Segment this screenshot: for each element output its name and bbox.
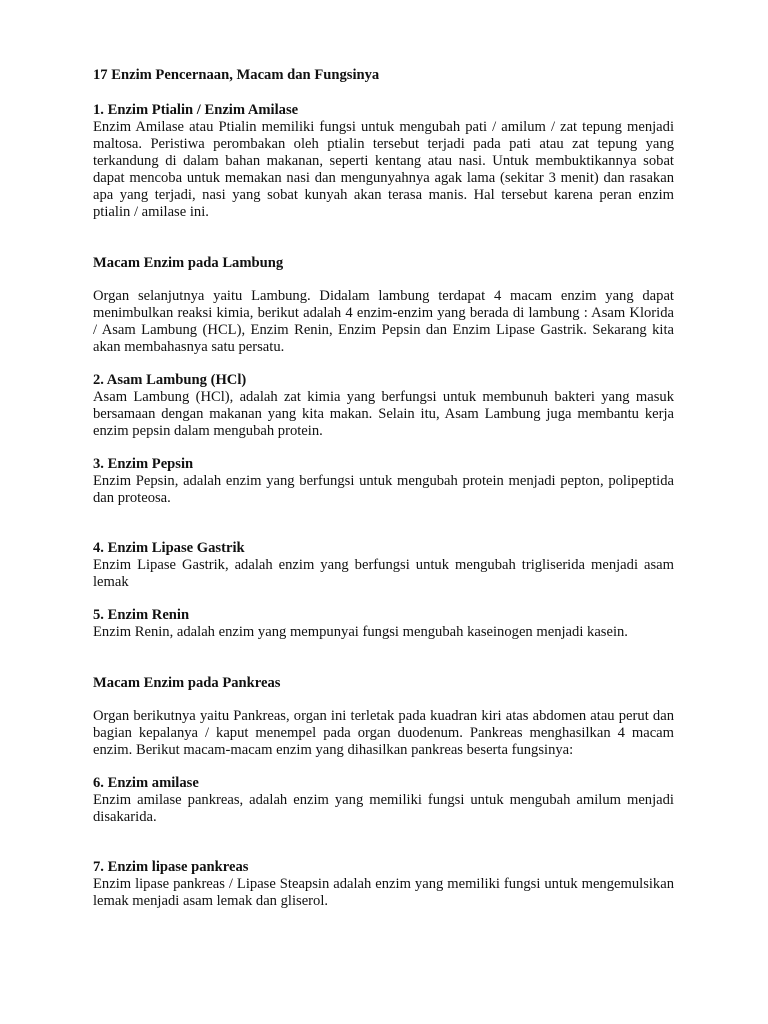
section-heading-pankreas: Macam Enzim pada Pankreas (93, 675, 281, 691)
section-body-lipase-gastrik: Enzim Lipase Gastrik, adalah enzim yang berfungsi untuk mengubah trigliserida menjadi asam lemak (93, 557, 674, 590)
section-heading-lambung: Macam Enzim pada Lambung (93, 255, 284, 271)
section-body-ptialin: Enzim Amilase atau Ptialin memiliki fungsi untuk mengubah pati / amilum / zat tepung menjadi maltosa. Peristiwa perombakan oleh ptialin tersebut terjadi pada pati atau zat tepung yang terkandung di dalam bahan makanan, seperti kentang atau nasi. Untuk membuktikannya sobat dapat mencoba untuk memakan nasi dan mengunyahnya agak lama (sekitar 3 menit) dan rasakan apa yang terjadi, nasi yang sobat kunyah akan terasa manis. Hal tersebut karena peran enzim ptialin / amilase ini. (93, 119, 674, 220)
section-body-hcl: Asam Lambung (HCl), adalah zat kimia yang berfungsi untuk membunuh bakteri yang masuk bersamaan dengan makanan yang kita makan. Selain itu, Asam Lambung juga membantu kerja enzim pepsin dalam mengubah protein. (93, 389, 674, 439)
section-heading-lipase-pankreas: 7. Enzim lipase pankreas (93, 859, 249, 875)
section-body-amilase-pankreas: Enzim amilase pankreas, adalah enzim yang memiliki fungsi untuk mengubah amilum menjadi disakarida. (93, 792, 674, 825)
section-heading-ptialin: 1. Enzim Ptialin / Enzim Amilase (93, 102, 299, 118)
section-body-lipase-pankreas: Enzim lipase pankreas / Lipase Steapsin adalah enzim yang memiliki fungsi untuk mengemulsikan lemak menjadi asam lemak dan gliserol. (93, 876, 674, 909)
section-body-pankreas: Organ berikutnya yaitu Pankreas, organ ini terletak pada kuadran kiri atas abdomen atau perut dan bagian kepalanya / kaput menempel pada organ duodenum. Pankreas menghasilkan 4 macam enzim. Berikut macam-macam enzim yang dihasilkan pankreas beserta fungsinya: (93, 708, 674, 758)
section-body-lambung: Organ selanjutnya yaitu Lambung. Didalam lambung terdapat 4 macam enzim yang dapat menimbulkan reaksi kimia, berikut adalah 4 enzim-enzim yang berada di lambung : Asam Klorida / Asam Lambung (HCL), Enzim Renin, Enzim Pepsin dan Enzim Lipase Gastrik. Sekarang kita akan membahasnya satu persatu. (93, 288, 674, 355)
document-title: 17 Enzim Pencernaan, Macam dan Fungsinya (93, 67, 380, 83)
section-body-renin: Enzim Renin, adalah enzim yang mempunyai fungsi mengubah kaseinogen menjadi kasein. (93, 624, 628, 640)
section-body-pepsin: Enzim Pepsin, adalah enzim yang berfungsi untuk mengubah protein menjadi pepton, polipeptida dan proteosa. (93, 473, 674, 506)
section-heading-hcl: 2. Asam Lambung (HCl) (93, 372, 247, 388)
section-heading-renin: 5. Enzim Renin (93, 607, 190, 623)
section-heading-lipase-gastrik: 4. Enzim Lipase Gastrik (93, 540, 245, 556)
section-heading-amilase-pankreas: 6. Enzim amilase (93, 775, 199, 791)
section-heading-pepsin: 3. Enzim Pepsin (93, 456, 194, 472)
